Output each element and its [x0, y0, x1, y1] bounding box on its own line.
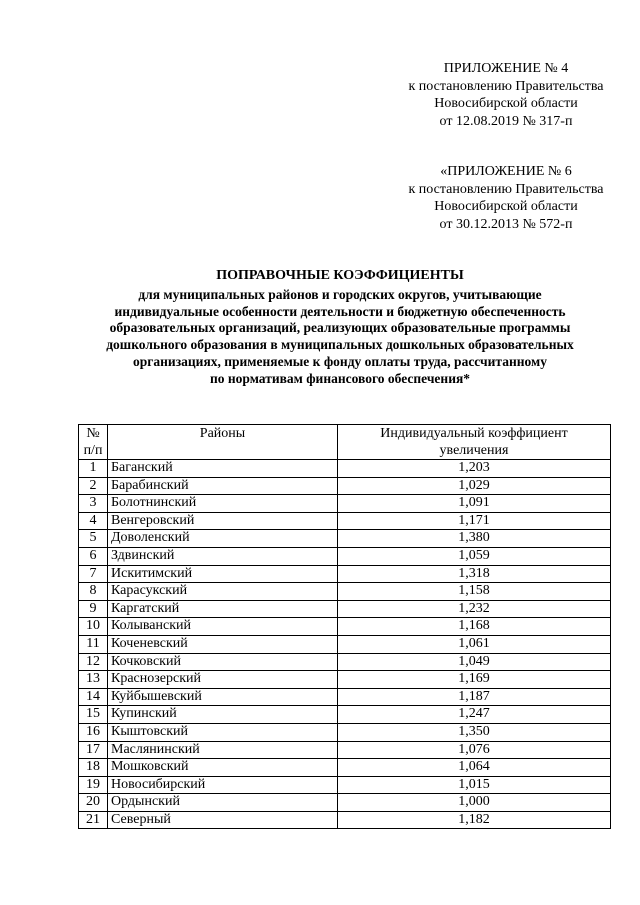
table-row [79, 583, 611, 601]
subtitle-line: дошкольного образования в муниципальных дошкольных образовательных [106, 337, 574, 353]
table-row [79, 671, 611, 689]
row-coefficient-value: 1,182 [338, 811, 611, 829]
appendix-4-region: Новосибирской области [434, 96, 578, 111]
row-district-name: Коченевский [108, 635, 338, 653]
row-coefficient-value: 1,187 [338, 688, 611, 706]
row-number: 14 [79, 688, 108, 706]
row-district-name: Кыштовский [108, 723, 338, 741]
row-district-name: Купинский [108, 706, 338, 724]
table-row [79, 741, 611, 759]
subtitle-line: индивидуальные особенности деятельности и бюджетную обеспеченность [114, 303, 566, 319]
row-number: 9 [79, 600, 108, 618]
row-number: 17 [79, 741, 108, 759]
table-row [79, 776, 611, 794]
row-coefficient-value: 1,169 [338, 671, 611, 689]
header-coefficient-line2: увеличения [439, 443, 509, 458]
row-number: 6 [79, 547, 108, 565]
table-row [79, 688, 611, 706]
row-district-name: Новосибирский [108, 776, 338, 794]
row-district-name: Искитимский [108, 565, 338, 583]
row-coefficient-value: 1,059 [338, 547, 611, 565]
row-number: 10 [79, 618, 108, 636]
row-coefficient-value: 1,350 [338, 723, 611, 741]
subtitle-line: для муниципальных районов и городских округов, учитывающие [138, 286, 542, 302]
table-row [79, 618, 611, 636]
table-row [79, 600, 611, 618]
row-number: 19 [79, 776, 108, 794]
table-header-row [79, 425, 611, 460]
row-district-name: Северный [108, 811, 338, 829]
row-coefficient-value: 1,061 [338, 635, 611, 653]
row-number: 21 [79, 811, 108, 829]
row-district-name: Ордынский [108, 794, 338, 812]
table-row [79, 530, 611, 548]
table-row [79, 512, 611, 530]
row-number: 11 [79, 635, 108, 653]
table-row [79, 495, 611, 513]
row-coefficient-value: 1,171 [338, 512, 611, 530]
row-number: 15 [79, 706, 108, 724]
row-district-name: Маслянинский [108, 741, 338, 759]
row-coefficient-value: 1,168 [338, 618, 611, 636]
table-row [79, 794, 611, 812]
row-district-name: Краснозерский [108, 671, 338, 689]
subtitle-line: образовательных организаций, реализующих образовательные программы [109, 320, 571, 336]
coefficients-table [78, 424, 611, 829]
header-coefficient-line1: Индивидуальный коэффициент [380, 426, 568, 441]
appendix-6-title: «ПРИЛОЖЕНИЕ № 6 [440, 164, 572, 179]
table-row [79, 706, 611, 724]
table-row [79, 635, 611, 653]
table-row [79, 547, 611, 565]
header-number-line2: п/п [83, 443, 103, 458]
table-body [79, 460, 611, 829]
row-coefficient-value: 1,049 [338, 653, 611, 671]
appendix-6-region: Новосибирской области [434, 199, 578, 214]
subtitle-line: по нормативам финансового обеспечения* [209, 370, 471, 386]
row-coefficient-value: 1,318 [338, 565, 611, 583]
row-number: 1 [79, 460, 108, 478]
row-number: 8 [79, 583, 108, 601]
appendix-4-header [390, 60, 622, 130]
appendix-6-resolution: к постановлению Правительства [408, 181, 604, 197]
row-number: 2 [79, 477, 108, 495]
row-coefficient-value: 1,015 [338, 776, 611, 794]
header-number [79, 425, 108, 460]
header-coefficient [338, 425, 611, 460]
row-number: 18 [79, 759, 108, 777]
row-coefficient-value: 1,076 [338, 741, 611, 759]
row-number: 16 [79, 723, 108, 741]
row-coefficient-value: 1,380 [338, 530, 611, 548]
table-row [79, 811, 611, 829]
row-coefficient-value: 1,232 [338, 600, 611, 618]
appendix-6-header [390, 163, 622, 233]
header-district [108, 425, 338, 460]
row-district-name: Венгеровский [108, 512, 338, 530]
row-district-name: Баганский [108, 460, 338, 478]
main-title: ПОПРАВОЧНЫЕ КОЭФФИЦИЕНТЫ [216, 268, 464, 283]
row-number: 13 [79, 671, 108, 689]
header-district-label: Районы [199, 426, 246, 441]
row-number: 20 [79, 794, 108, 812]
row-coefficient-value: 1,203 [338, 460, 611, 478]
appendix-4-resolution: к постановлению Правительства [408, 78, 604, 94]
row-district-name: Каргатский [108, 600, 338, 618]
row-district-name: Карасукский [108, 583, 338, 601]
row-district-name: Здвинский [108, 547, 338, 565]
row-district-name: Барабинский [108, 477, 338, 495]
row-number: 3 [79, 495, 108, 513]
appendix-6-date: от 30.12.2013 № 572-п [439, 216, 573, 232]
appendix-4-title: ПРИЛОЖЕНИЕ № 4 [443, 61, 569, 76]
row-number: 5 [79, 530, 108, 548]
subtitle-line: организациях, применяемые к фонду оплаты труда, рассчитанному [133, 353, 547, 369]
row-coefficient-value: 1,000 [338, 794, 611, 812]
header-number-line1: № [86, 426, 100, 441]
row-district-name: Колыванский [108, 618, 338, 636]
appendix-4-date: от 12.08.2019 № 317-п [439, 113, 573, 129]
document-title [60, 268, 620, 388]
table-row [79, 477, 611, 495]
table-row [79, 759, 611, 777]
row-coefficient-value: 1,158 [338, 583, 611, 601]
row-number: 4 [79, 512, 108, 530]
table-row [79, 653, 611, 671]
row-district-name: Мошковский [108, 759, 338, 777]
row-district-name: Доволенский [108, 530, 338, 548]
row-coefficient-value: 1,029 [338, 477, 611, 495]
row-coefficient-value: 1,247 [338, 706, 611, 724]
row-number: 12 [79, 653, 108, 671]
row-district-name: Куйбышевский [108, 688, 338, 706]
table-row [79, 565, 611, 583]
row-coefficient-value: 1,091 [338, 495, 611, 513]
row-number: 7 [79, 565, 108, 583]
table-row [79, 460, 611, 478]
row-coefficient-value: 1,064 [338, 759, 611, 777]
row-district-name: Кочковский [108, 653, 338, 671]
row-district-name: Болотнинский [108, 495, 338, 513]
table-row [79, 723, 611, 741]
